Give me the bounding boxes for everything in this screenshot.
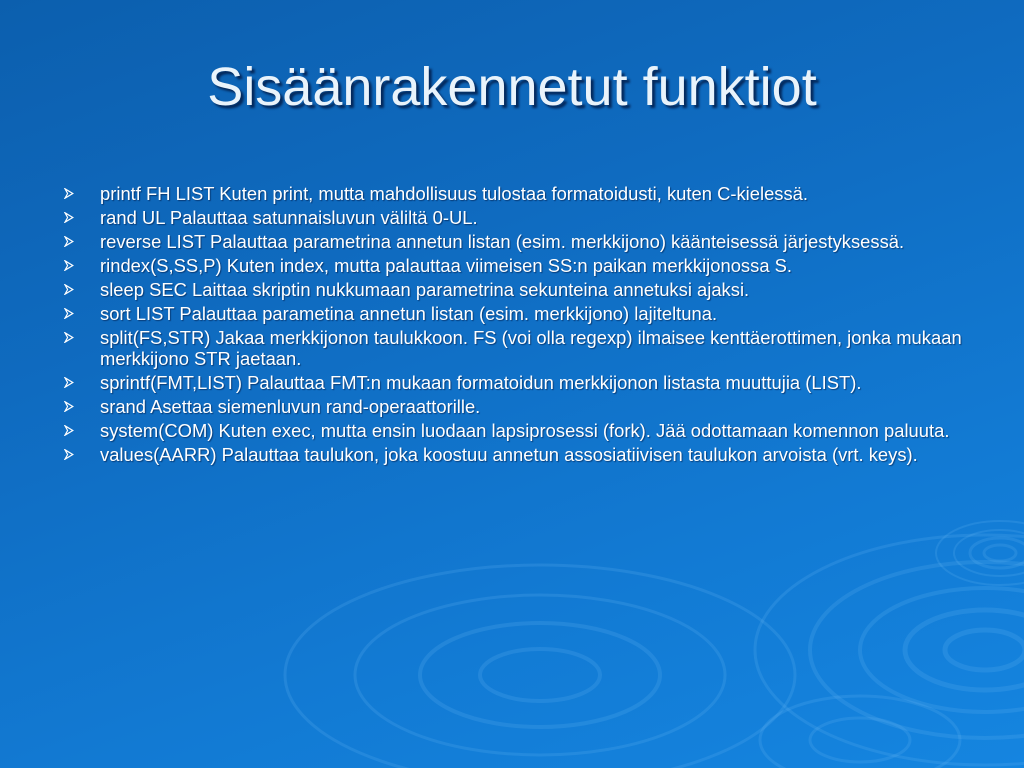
arrow-bullet-icon [64,231,78,252]
list-item [62,231,962,252]
bullet-text: printf FH LIST Kuten print, mutta mahdollisuus tulostaa formatoidusti, kuten C-kielessä. [100,183,809,204]
arrow-bullet-icon [64,207,78,228]
arrow-bullet-icon [64,255,78,276]
arrow-bullet-icon [64,444,78,465]
list-item [62,279,962,300]
bullet-text: sort LIST Palauttaa parametina annetun listan (esim. merkkijono) lajiteltuna. [100,303,718,324]
arrow-bullet-icon [64,183,78,204]
bullet-list [62,183,962,468]
list-item [62,207,962,228]
arrow-bullet-icon [64,372,78,393]
slide-title: Sisäänrakennetut funktiot [207,57,817,117]
bullet-text: srand Asettaa siemenluvun rand-operaattorille. [100,396,481,417]
bullet-text: rand UL Palauttaa satunnaisluvun väliltä 0-UL. [100,207,478,228]
list-item [62,183,962,204]
list-item [62,372,962,393]
bullet-text: rindex(S,SS,P) Kuten index, mutta palauttaa viimeisen SS:n paikan merkkijonossa S. [100,255,793,276]
bullet-text: system(COM) Kuten exec, mutta ensin luodaan lapsiprosessi (fork). Jää odottamaan komennon paluuta. [100,420,950,441]
list-item [62,444,962,465]
bullet-text: split(FS,STR) Jakaa merkkijonon taulukkoon. FS (voi olla regexp) ilmaisee kenttäerottimen, jonka mukaan merkkijono STR jaetaan. [100,327,962,369]
list-item [62,327,962,369]
arrow-bullet-icon [64,279,78,300]
list-item [62,396,962,417]
arrow-bullet-icon [64,396,78,417]
arrow-bullet-icon [64,420,78,441]
bullet-text: sleep SEC Laittaa skriptin nukkumaan parametrina sekunteina annetuksi ajaksi. [100,279,750,300]
bullet-text: sprintf(FMT,LIST) Palauttaa FMT:n mukaan formatoidun merkkijonon listasta muuttujia (LIST). [100,372,862,393]
list-item [62,303,962,324]
arrow-bullet-icon [64,303,78,324]
bullet-text: values(AARR) Palauttaa taulukon, joka koostuu annetun assosiatiivisen taulukon arvoista (vrt. keys). [100,444,918,465]
arrow-bullet-icon [64,327,78,348]
bullet-text: reverse LIST Palauttaa parametrina annetun listan (esim. merkkijono) käänteisessä järjestyksessä. [100,231,905,252]
list-item [62,420,962,441]
list-item [62,255,962,276]
